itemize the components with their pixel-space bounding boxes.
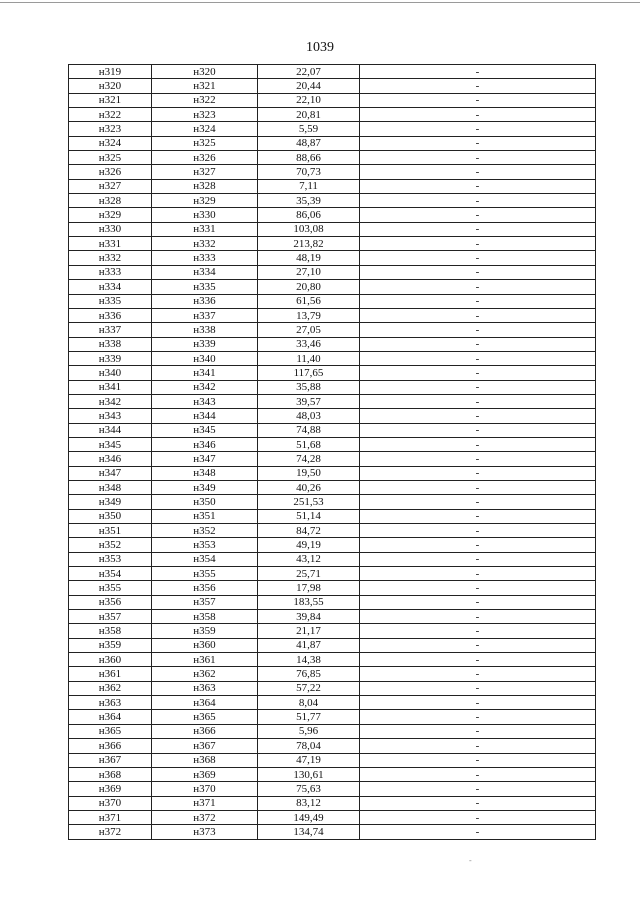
length-cell: 183,55 [258,595,360,609]
to-point-cell: н369 [152,767,258,781]
to-point-cell: н323 [152,108,258,122]
table-row [69,351,596,365]
note-cell: - [360,65,596,79]
note-cell: - [360,222,596,236]
length-cell: 20,44 [258,79,360,93]
to-point-cell: н373 [152,825,258,839]
from-point-cell: н369 [69,782,152,796]
to-point-cell: н338 [152,323,258,337]
note-cell: - [360,108,596,122]
table-row [69,65,596,79]
from-point-cell: н348 [69,480,152,494]
length-cell: 17,98 [258,581,360,595]
table-row [69,724,596,738]
from-point-cell: н361 [69,667,152,681]
table-row [69,538,596,552]
to-point-cell: н355 [152,567,258,581]
note-cell: - [360,437,596,451]
from-point-cell: н337 [69,323,152,337]
note-cell: - [360,179,596,193]
to-point-cell: н339 [152,337,258,351]
length-cell: 20,80 [258,280,360,294]
note-cell: - [360,653,596,667]
from-point-cell: н343 [69,409,152,423]
from-point-cell: н325 [69,151,152,165]
from-point-cell: н319 [69,65,152,79]
to-point-cell: н329 [152,194,258,208]
from-point-cell: н366 [69,739,152,753]
length-cell: 8,04 [258,696,360,710]
table-row [69,739,596,753]
to-point-cell: н354 [152,552,258,566]
to-point-cell: н363 [152,681,258,695]
length-cell: 39,84 [258,610,360,624]
to-point-cell: н342 [152,380,258,394]
table-row [69,452,596,466]
to-point-cell: н362 [152,667,258,681]
table-row [69,423,596,437]
table-row [69,308,596,322]
table-row [69,782,596,796]
from-point-cell: н358 [69,624,152,638]
to-point-cell: н371 [152,796,258,810]
table-row [69,509,596,523]
to-point-cell: н351 [152,509,258,523]
from-point-cell: н339 [69,351,152,365]
note-cell: - [360,667,596,681]
length-cell: 88,66 [258,151,360,165]
note-cell: - [360,337,596,351]
note-cell: - [360,681,596,695]
length-cell: 61,56 [258,294,360,308]
note-cell: - [360,567,596,581]
note-cell: - [360,122,596,136]
table-row [69,753,596,767]
from-point-cell: н338 [69,337,152,351]
table-row [69,595,596,609]
table-body [69,65,596,840]
length-cell: 5,96 [258,724,360,738]
length-cell: 78,04 [258,739,360,753]
table-row [69,624,596,638]
to-point-cell: н321 [152,79,258,93]
to-point-cell: н330 [152,208,258,222]
length-cell: 22,10 [258,93,360,107]
from-point-cell: н354 [69,567,152,581]
to-point-cell: н341 [152,366,258,380]
to-point-cell: н366 [152,724,258,738]
from-point-cell: н353 [69,552,152,566]
note-cell: - [360,251,596,265]
from-point-cell: н320 [69,79,152,93]
note-cell: - [360,782,596,796]
length-cell: 43,12 [258,552,360,566]
to-point-cell: н350 [152,495,258,509]
length-cell: 51,68 [258,437,360,451]
note-cell: - [360,380,596,394]
from-point-cell: н333 [69,265,152,279]
length-cell: 149,49 [258,810,360,824]
table-row [69,323,596,337]
table-row [69,567,596,581]
note-cell: - [360,509,596,523]
length-cell: 5,59 [258,122,360,136]
table-row [69,524,596,538]
table-row [69,93,596,107]
length-cell: 51,14 [258,509,360,523]
note-cell: - [360,351,596,365]
length-cell: 39,57 [258,394,360,408]
from-point-cell: н340 [69,366,152,380]
length-cell: 51,77 [258,710,360,724]
to-point-cell: н326 [152,151,258,165]
note-cell: - [360,423,596,437]
table-row [69,179,596,193]
note-cell: - [360,796,596,810]
to-point-cell: н335 [152,280,258,294]
length-cell: 14,38 [258,653,360,667]
to-point-cell: н327 [152,165,258,179]
note-cell: - [360,495,596,509]
page-number: 1039 [306,40,334,55]
note-cell: - [360,323,596,337]
from-point-cell: н345 [69,437,152,451]
note-cell: - [360,710,596,724]
to-point-cell: н348 [152,466,258,480]
length-cell: 134,74 [258,825,360,839]
length-cell: 13,79 [258,308,360,322]
table-row [69,710,596,724]
from-point-cell: н324 [69,136,152,150]
to-point-cell: н332 [152,237,258,251]
table-row [69,366,596,380]
table-row [69,638,596,652]
to-point-cell: н325 [152,136,258,150]
table-row [69,237,596,251]
from-point-cell: н350 [69,509,152,523]
note-cell: - [360,552,596,566]
table-row [69,337,596,351]
to-point-cell: н331 [152,222,258,236]
to-point-cell: н334 [152,265,258,279]
from-point-cell: н349 [69,495,152,509]
from-point-cell: н357 [69,610,152,624]
length-cell: 74,88 [258,423,360,437]
table-row [69,610,596,624]
length-cell: 19,50 [258,466,360,480]
note-cell: - [360,452,596,466]
length-cell: 76,85 [258,667,360,681]
note-cell: - [360,753,596,767]
table-row [69,480,596,494]
to-point-cell: н340 [152,351,258,365]
note-cell: - [360,538,596,552]
from-point-cell: н331 [69,237,152,251]
table-row [69,251,596,265]
length-cell: 41,87 [258,638,360,652]
to-point-cell: н367 [152,739,258,753]
table-row [69,380,596,394]
table-row [69,681,596,695]
from-point-cell: н334 [69,280,152,294]
table-row [69,581,596,595]
to-point-cell: н349 [152,480,258,494]
to-point-cell: н344 [152,409,258,423]
table-row [69,194,596,208]
note-cell: - [360,810,596,824]
to-point-cell: н320 [152,65,258,79]
note-cell: - [360,366,596,380]
from-point-cell: н352 [69,538,152,552]
from-point-cell: н327 [69,179,152,193]
table-row [69,79,596,93]
table-row [69,280,596,294]
from-point-cell: н365 [69,724,152,738]
note-cell: - [360,739,596,753]
to-point-cell: н368 [152,753,258,767]
from-point-cell: н332 [69,251,152,265]
length-cell: 48,87 [258,136,360,150]
length-cell: 49,19 [258,538,360,552]
coordinates-table [68,64,596,840]
length-cell: 103,08 [258,222,360,236]
from-point-cell: н363 [69,696,152,710]
from-point-cell: н346 [69,452,152,466]
from-point-cell: н370 [69,796,152,810]
to-point-cell: н370 [152,782,258,796]
length-cell: 48,03 [258,409,360,423]
from-point-cell: н323 [69,122,152,136]
note-cell: - [360,466,596,480]
from-point-cell: н322 [69,108,152,122]
length-cell: 11,40 [258,351,360,365]
note-cell: - [360,208,596,222]
from-point-cell: н336 [69,308,152,322]
to-point-cell: н372 [152,810,258,824]
note-cell: - [360,194,596,208]
table-row [69,165,596,179]
table-row [69,136,596,150]
table-row [69,796,596,810]
table-row [69,810,596,824]
length-cell: 84,72 [258,524,360,538]
length-cell: 47,19 [258,753,360,767]
from-point-cell: н359 [69,638,152,652]
length-cell: 57,22 [258,681,360,695]
table-row [69,294,596,308]
from-point-cell: н326 [69,165,152,179]
length-cell: 251,53 [258,495,360,509]
to-point-cell: н359 [152,624,258,638]
from-point-cell: н355 [69,581,152,595]
length-cell: 86,06 [258,208,360,222]
length-cell: 25,71 [258,567,360,581]
length-cell: 117,65 [258,366,360,380]
table-row [69,208,596,222]
table-row [69,108,596,122]
table-row [69,653,596,667]
length-cell: 40,26 [258,480,360,494]
note-cell: - [360,308,596,322]
to-point-cell: н357 [152,595,258,609]
from-point-cell: н328 [69,194,152,208]
note-cell: - [360,79,596,93]
length-cell: 74,28 [258,452,360,466]
note-cell: - [360,480,596,494]
table-row [69,437,596,451]
note-cell: - [360,767,596,781]
note-cell: - [360,165,596,179]
to-point-cell: н361 [152,653,258,667]
from-point-cell: н372 [69,825,152,839]
note-cell: - [360,581,596,595]
length-cell: 130,61 [258,767,360,781]
note-cell: - [360,265,596,279]
length-cell: 75,63 [258,782,360,796]
note-cell: - [360,825,596,839]
to-point-cell: н336 [152,294,258,308]
length-cell: 83,12 [258,796,360,810]
from-point-cell: н329 [69,208,152,222]
stray-mark: - [469,856,472,865]
table-row [69,466,596,480]
from-point-cell: н351 [69,524,152,538]
note-cell: - [360,724,596,738]
note-cell: - [360,394,596,408]
table-row [69,394,596,408]
table-row [69,151,596,165]
length-cell: 35,39 [258,194,360,208]
from-point-cell: н368 [69,767,152,781]
to-point-cell: н364 [152,696,258,710]
length-cell: 33,46 [258,337,360,351]
from-point-cell: н367 [69,753,152,767]
to-point-cell: н345 [152,423,258,437]
table-row [69,495,596,509]
top-scan-border [0,2,640,3]
note-cell: - [360,237,596,251]
to-point-cell: н343 [152,394,258,408]
note-cell: - [360,610,596,624]
length-cell: 21,17 [258,624,360,638]
table-row [69,122,596,136]
from-point-cell: н321 [69,93,152,107]
note-cell: - [360,696,596,710]
to-point-cell: н365 [152,710,258,724]
note-cell: - [360,624,596,638]
to-point-cell: н322 [152,93,258,107]
from-point-cell: н341 [69,380,152,394]
table-row [69,696,596,710]
length-cell: 213,82 [258,237,360,251]
note-cell: - [360,151,596,165]
to-point-cell: н347 [152,452,258,466]
length-cell: 48,19 [258,251,360,265]
to-point-cell: н333 [152,251,258,265]
table-row [69,667,596,681]
from-point-cell: н347 [69,466,152,480]
table-row [69,552,596,566]
from-point-cell: н362 [69,681,152,695]
to-point-cell: н358 [152,610,258,624]
length-cell: 27,10 [258,265,360,279]
to-point-cell: н337 [152,308,258,322]
note-cell: - [360,595,596,609]
to-point-cell: н324 [152,122,258,136]
table-row [69,825,596,839]
from-point-cell: н344 [69,423,152,437]
from-point-cell: н371 [69,810,152,824]
table-row [69,409,596,423]
table-row [69,265,596,279]
note-cell: - [360,524,596,538]
from-point-cell: н330 [69,222,152,236]
to-point-cell: н360 [152,638,258,652]
length-cell: 35,88 [258,380,360,394]
from-point-cell: н364 [69,710,152,724]
note-cell: - [360,93,596,107]
note-cell: - [360,409,596,423]
note-cell: - [360,638,596,652]
length-cell: 27,05 [258,323,360,337]
from-point-cell: н335 [69,294,152,308]
length-cell: 7,11 [258,179,360,193]
to-point-cell: н352 [152,524,258,538]
from-point-cell: н360 [69,653,152,667]
length-cell: 22,07 [258,65,360,79]
note-cell: - [360,136,596,150]
to-point-cell: н346 [152,437,258,451]
to-point-cell: н356 [152,581,258,595]
table-row [69,222,596,236]
length-cell: 70,73 [258,165,360,179]
to-point-cell: н328 [152,179,258,193]
length-cell: 20,81 [258,108,360,122]
table-row [69,767,596,781]
note-cell: - [360,294,596,308]
to-point-cell: н353 [152,538,258,552]
note-cell: - [360,280,596,294]
from-point-cell: н356 [69,595,152,609]
from-point-cell: н342 [69,394,152,408]
